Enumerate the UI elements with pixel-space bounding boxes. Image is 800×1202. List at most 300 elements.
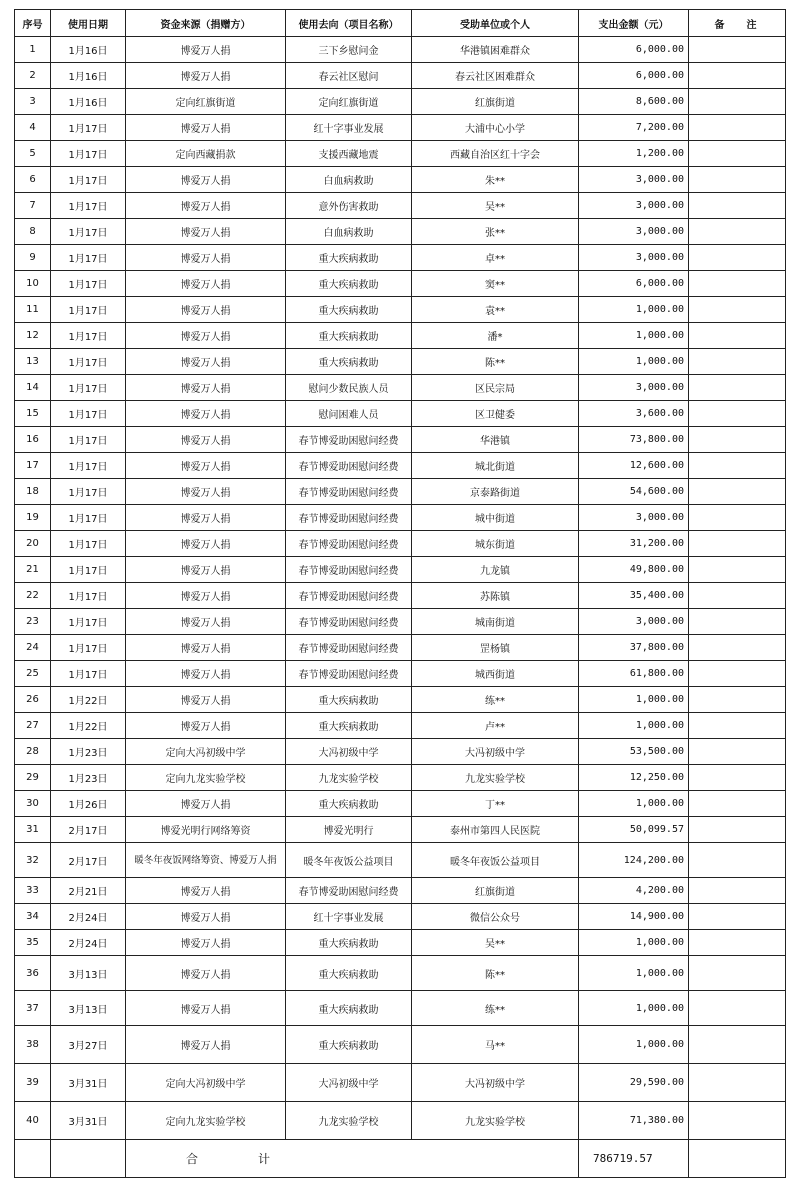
table-row	[15, 1064, 786, 1102]
cell-source: 博爱万人捐	[126, 956, 286, 991]
cell-seq: 4	[15, 115, 51, 141]
cell-amount: 61,800.00	[579, 661, 689, 687]
cell-recipient: 陈**	[412, 349, 579, 375]
cell-source: 博爱万人捐	[126, 878, 286, 904]
table-row	[15, 904, 786, 930]
cell-date: 1月17日	[51, 427, 126, 453]
cell-seq: 24	[15, 635, 51, 661]
cell-purpose: 大冯初级中学	[286, 1064, 412, 1102]
cell-recipient: 城中街道	[412, 505, 579, 531]
cell-source: 博爱万人捐	[126, 271, 286, 297]
cell-recipient: 吴**	[412, 193, 579, 219]
cell-seq: 31	[15, 817, 51, 843]
cell-purpose: 春节博爱助困慰问经费	[286, 479, 412, 505]
cell-seq: 8	[15, 219, 51, 245]
cell-source: 博爱万人捐	[126, 453, 286, 479]
cell-recipient: 微信公众号	[412, 904, 579, 930]
cell-recipient: 朱**	[412, 167, 579, 193]
cell-remark	[689, 115, 786, 141]
cell-seq: 22	[15, 583, 51, 609]
cell-source: 博爱万人捐	[126, 63, 286, 89]
cell-source: 定向九龙实验学校	[126, 1102, 286, 1140]
cell-purpose: 春节博爱助困慰问经费	[286, 609, 412, 635]
cell-seq: 28	[15, 739, 51, 765]
cell-amount: 3,000.00	[579, 193, 689, 219]
cell-source: 定向大冯初级中学	[126, 739, 286, 765]
cell-seq: 11	[15, 297, 51, 323]
cell-purpose: 红十字事业发展	[286, 115, 412, 141]
table-row	[15, 557, 786, 583]
cell-recipient: 袁**	[412, 297, 579, 323]
cell-amount: 6,000.00	[579, 63, 689, 89]
cell-purpose: 红十字事业发展	[286, 904, 412, 930]
cell-recipient: 春云社区困难群众	[412, 63, 579, 89]
table-row	[15, 1102, 786, 1140]
cell-recipient: 潘*	[412, 323, 579, 349]
cell-date: 1月17日	[51, 245, 126, 271]
header-remark: 备注	[689, 10, 786, 37]
table-row	[15, 349, 786, 375]
cell-date: 1月17日	[51, 505, 126, 531]
cell-recipient: 城南街道	[412, 609, 579, 635]
cell-seq: 40	[15, 1102, 51, 1140]
cell-source: 定向红旗街道	[126, 89, 286, 115]
table-row	[15, 1026, 786, 1064]
cell-recipient: 泰州市第四人民医院	[412, 817, 579, 843]
table-row	[15, 843, 786, 878]
table-row	[15, 271, 786, 297]
cell-date: 2月17日	[51, 843, 126, 878]
table-row	[15, 531, 786, 557]
cell-date: 3月31日	[51, 1064, 126, 1102]
cell-amount: 37,800.00	[579, 635, 689, 661]
table-row	[15, 141, 786, 167]
cell-amount: 1,000.00	[579, 687, 689, 713]
cell-purpose: 重大疾病救助	[286, 1026, 412, 1064]
cell-recipient: 练**	[412, 991, 579, 1026]
header-source: 资金来源（捐赠方）	[126, 10, 286, 37]
cell-seq: 13	[15, 349, 51, 375]
cell-seq: 37	[15, 991, 51, 1026]
table-row	[15, 453, 786, 479]
cell-remark	[689, 904, 786, 930]
cell-purpose: 重大疾病救助	[286, 956, 412, 991]
cell-source: 博爱万人捐	[126, 37, 286, 63]
cell-seq: 38	[15, 1026, 51, 1064]
table-row	[15, 991, 786, 1026]
cell-purpose: 春节博爱助困慰问经费	[286, 505, 412, 531]
cell-source: 博爱万人捐	[126, 930, 286, 956]
cell-date: 1月17日	[51, 479, 126, 505]
cell-remark	[689, 878, 786, 904]
header-row	[15, 10, 786, 37]
cell-remark	[689, 349, 786, 375]
cell-date: 3月31日	[51, 1102, 126, 1140]
cell-source: 暖冬年夜饭网络筹资、博爱万人捐	[126, 843, 286, 878]
cell-date: 1月17日	[51, 401, 126, 427]
table-row	[15, 817, 786, 843]
total-amount: 786719.57	[579, 1140, 689, 1178]
cell-amount: 53,500.00	[579, 739, 689, 765]
header-date: 使用日期	[51, 10, 126, 37]
table-row	[15, 739, 786, 765]
table-row	[15, 63, 786, 89]
cell-date: 1月17日	[51, 661, 126, 687]
cell-recipient: 区民宗局	[412, 375, 579, 401]
cell-amount: 3,000.00	[579, 375, 689, 401]
cell-date: 1月17日	[51, 167, 126, 193]
cell-source: 定向九龙实验学校	[126, 765, 286, 791]
cell-remark	[689, 89, 786, 115]
cell-purpose: 九龙实验学校	[286, 1102, 412, 1140]
cell-amount: 1,000.00	[579, 323, 689, 349]
cell-source: 博爱万人捐	[126, 713, 286, 739]
table-row	[15, 791, 786, 817]
cell-date: 1月17日	[51, 635, 126, 661]
cell-recipient: 马**	[412, 1026, 579, 1064]
cell-recipient: 卢**	[412, 713, 579, 739]
cell-date: 1月17日	[51, 453, 126, 479]
table-row	[15, 479, 786, 505]
cell-purpose: 重大疾病救助	[286, 930, 412, 956]
table-row	[15, 323, 786, 349]
cell-amount: 3,000.00	[579, 167, 689, 193]
cell-recipient: 窦**	[412, 271, 579, 297]
table-row	[15, 956, 786, 991]
total-label: 合计	[126, 1140, 579, 1178]
cell-purpose: 春节博爱助困慰问经费	[286, 557, 412, 583]
cell-date: 1月17日	[51, 323, 126, 349]
cell-amount: 3,000.00	[579, 219, 689, 245]
cell-purpose: 博爱光明行	[286, 817, 412, 843]
cell-recipient: 城西街道	[412, 661, 579, 687]
cell-seq: 21	[15, 557, 51, 583]
cell-remark	[689, 505, 786, 531]
cell-date: 1月17日	[51, 297, 126, 323]
cell-seq: 32	[15, 843, 51, 878]
cell-amount: 4,200.00	[579, 878, 689, 904]
cell-date: 1月17日	[51, 193, 126, 219]
table-row	[15, 635, 786, 661]
cell-seq: 25	[15, 661, 51, 687]
cell-source: 博爱万人捐	[126, 661, 286, 687]
cell-seq: 9	[15, 245, 51, 271]
cell-remark	[689, 930, 786, 956]
cell-remark	[689, 687, 786, 713]
cell-date: 1月17日	[51, 609, 126, 635]
cell-purpose: 春节博爱助困慰问经费	[286, 583, 412, 609]
cell-remark	[689, 167, 786, 193]
cell-amount: 50,099.57	[579, 817, 689, 843]
cell-recipient: 华港镇困难群众	[412, 37, 579, 63]
cell-source: 博爱万人捐	[126, 531, 286, 557]
cell-remark	[689, 141, 786, 167]
cell-remark	[689, 583, 786, 609]
header-amount: 支出金额（元）	[579, 10, 689, 37]
cell-date: 1月22日	[51, 687, 126, 713]
cell-purpose: 重大疾病救助	[286, 349, 412, 375]
cell-recipient: 西藏自治区红十字会	[412, 141, 579, 167]
cell-purpose: 大冯初级中学	[286, 739, 412, 765]
cell-seq: 26	[15, 687, 51, 713]
cell-recipient: 华港镇	[412, 427, 579, 453]
cell-purpose: 重大疾病救助	[286, 271, 412, 297]
total-row	[15, 1140, 786, 1178]
cell-remark	[689, 453, 786, 479]
cell-amount: 1,000.00	[579, 297, 689, 323]
cell-source: 定向西藏捐款	[126, 141, 286, 167]
cell-amount: 29,590.00	[579, 1064, 689, 1102]
cell-seq: 7	[15, 193, 51, 219]
cell-amount: 73,800.00	[579, 427, 689, 453]
cell-amount: 12,250.00	[579, 765, 689, 791]
cell-seq: 19	[15, 505, 51, 531]
cell-remark	[689, 37, 786, 63]
cell-amount: 14,900.00	[579, 904, 689, 930]
cell-date: 2月21日	[51, 878, 126, 904]
cell-remark	[689, 323, 786, 349]
cell-date: 1月23日	[51, 739, 126, 765]
cell-date: 1月17日	[51, 219, 126, 245]
cell-source: 博爱万人捐	[126, 479, 286, 505]
cell-purpose: 白血病救助	[286, 167, 412, 193]
cell-remark	[689, 557, 786, 583]
total-blank-cell	[15, 1140, 51, 1178]
cell-source: 博爱万人捐	[126, 583, 286, 609]
cell-recipient: 大冯初级中学	[412, 1064, 579, 1102]
total-remark-cell	[689, 1140, 786, 1178]
cell-date: 3月27日	[51, 1026, 126, 1064]
cell-source: 博爱万人捐	[126, 193, 286, 219]
cell-date: 1月17日	[51, 557, 126, 583]
cell-purpose: 重大疾病救助	[286, 687, 412, 713]
total-blank-cell	[51, 1140, 126, 1178]
cell-amount: 7,200.00	[579, 115, 689, 141]
cell-source: 博爱万人捐	[126, 349, 286, 375]
cell-remark	[689, 791, 786, 817]
cell-seq: 14	[15, 375, 51, 401]
cell-remark	[689, 219, 786, 245]
header-seq: 序号	[15, 10, 51, 37]
cell-source: 博爱万人捐	[126, 167, 286, 193]
cell-date: 1月23日	[51, 765, 126, 791]
cell-source: 博爱万人捐	[126, 323, 286, 349]
cell-date: 1月16日	[51, 37, 126, 63]
cell-recipient: 大冯初级中学	[412, 739, 579, 765]
cell-amount: 1,000.00	[579, 991, 689, 1026]
cell-remark	[689, 609, 786, 635]
cell-seq: 5	[15, 141, 51, 167]
cell-amount: 31,200.00	[579, 531, 689, 557]
table-row	[15, 661, 786, 687]
cell-recipient: 卓**	[412, 245, 579, 271]
cell-purpose: 春节博爱助困慰问经费	[286, 427, 412, 453]
cell-purpose: 意外伤害救助	[286, 193, 412, 219]
cell-recipient: 京泰路街道	[412, 479, 579, 505]
cell-recipient: 苏陈镇	[412, 583, 579, 609]
cell-seq: 23	[15, 609, 51, 635]
expenditure-sheet	[14, 9, 786, 1178]
cell-amount: 1,000.00	[579, 956, 689, 991]
table-row	[15, 167, 786, 193]
cell-seq: 34	[15, 904, 51, 930]
table-row	[15, 193, 786, 219]
cell-amount: 1,000.00	[579, 713, 689, 739]
cell-recipient: 丁**	[412, 791, 579, 817]
cell-amount: 1,000.00	[579, 791, 689, 817]
table-row	[15, 878, 786, 904]
cell-source: 博爱万人捐	[126, 505, 286, 531]
cell-source: 博爱万人捐	[126, 375, 286, 401]
cell-remark	[689, 401, 786, 427]
cell-remark	[689, 271, 786, 297]
cell-remark	[689, 245, 786, 271]
cell-seq: 1	[15, 37, 51, 63]
cell-source: 博爱万人捐	[126, 991, 286, 1026]
cell-recipient: 大浦中心小学	[412, 115, 579, 141]
cell-date: 1月26日	[51, 791, 126, 817]
cell-date: 1月17日	[51, 271, 126, 297]
cell-source: 博爱万人捐	[126, 245, 286, 271]
cell-seq: 12	[15, 323, 51, 349]
cell-remark	[689, 427, 786, 453]
cell-recipient: 红旗街道	[412, 89, 579, 115]
cell-recipient: 红旗街道	[412, 878, 579, 904]
cell-remark	[689, 1102, 786, 1140]
cell-amount: 71,380.00	[579, 1102, 689, 1140]
cell-seq: 16	[15, 427, 51, 453]
cell-remark	[689, 843, 786, 878]
cell-recipient: 吴**	[412, 930, 579, 956]
cell-date: 1月16日	[51, 63, 126, 89]
cell-seq: 18	[15, 479, 51, 505]
cell-source: 博爱万人捐	[126, 427, 286, 453]
cell-purpose: 春节博爱助困慰问经费	[286, 878, 412, 904]
cell-purpose: 慰问困难人员	[286, 401, 412, 427]
cell-purpose: 春节博爱助困慰问经费	[286, 453, 412, 479]
cell-source: 博爱万人捐	[126, 1026, 286, 1064]
cell-seq: 15	[15, 401, 51, 427]
cell-source: 博爱万人捐	[126, 219, 286, 245]
cell-remark	[689, 479, 786, 505]
cell-source: 博爱万人捐	[126, 297, 286, 323]
header-purpose: 使用去向（项目名称）	[286, 10, 412, 37]
cell-date: 1月17日	[51, 141, 126, 167]
cell-remark	[689, 956, 786, 991]
cell-purpose: 定向红旗街道	[286, 89, 412, 115]
cell-seq: 17	[15, 453, 51, 479]
cell-purpose: 重大疾病救助	[286, 713, 412, 739]
cell-remark	[689, 817, 786, 843]
cell-remark	[689, 1064, 786, 1102]
table-row	[15, 219, 786, 245]
cell-date: 1月17日	[51, 375, 126, 401]
cell-remark	[689, 531, 786, 557]
cell-recipient: 九龙镇	[412, 557, 579, 583]
cell-recipient: 区卫健委	[412, 401, 579, 427]
cell-remark	[689, 765, 786, 791]
cell-amount: 8,600.00	[579, 89, 689, 115]
cell-amount: 1,200.00	[579, 141, 689, 167]
table-body	[15, 37, 786, 1140]
cell-recipient: 城北街道	[412, 453, 579, 479]
cell-purpose: 春云社区慰问	[286, 63, 412, 89]
cell-purpose: 重大疾病救助	[286, 791, 412, 817]
cell-remark	[689, 1026, 786, 1064]
header-recipient: 受助单位或个人	[412, 10, 579, 37]
cell-seq: 30	[15, 791, 51, 817]
cell-seq: 39	[15, 1064, 51, 1102]
cell-purpose: 重大疾病救助	[286, 991, 412, 1026]
cell-amount: 3,000.00	[579, 609, 689, 635]
cell-amount: 3,600.00	[579, 401, 689, 427]
cell-remark	[689, 635, 786, 661]
cell-amount: 54,600.00	[579, 479, 689, 505]
cell-amount: 1,000.00	[579, 349, 689, 375]
cell-date: 2月17日	[51, 817, 126, 843]
table-row	[15, 375, 786, 401]
expenditure-table	[14, 9, 786, 1178]
cell-source: 博爱万人捐	[126, 557, 286, 583]
cell-remark	[689, 375, 786, 401]
cell-purpose: 支援西藏地震	[286, 141, 412, 167]
cell-remark	[689, 991, 786, 1026]
cell-seq: 20	[15, 531, 51, 557]
cell-seq: 36	[15, 956, 51, 991]
cell-purpose: 三下乡慰问金	[286, 37, 412, 63]
cell-purpose: 春节博爱助困慰问经费	[286, 635, 412, 661]
cell-source: 博爱万人捐	[126, 401, 286, 427]
cell-seq: 35	[15, 930, 51, 956]
cell-date: 1月17日	[51, 583, 126, 609]
table-row	[15, 687, 786, 713]
cell-remark	[689, 297, 786, 323]
table-row	[15, 89, 786, 115]
table-row	[15, 609, 786, 635]
cell-source: 博爱万人捐	[126, 904, 286, 930]
cell-date: 1月22日	[51, 713, 126, 739]
cell-purpose: 重大疾病救助	[286, 245, 412, 271]
cell-recipient: 张**	[412, 219, 579, 245]
cell-purpose: 春节博爱助困慰问经费	[286, 531, 412, 557]
cell-source: 博爱万人捐	[126, 791, 286, 817]
cell-amount: 1,000.00	[579, 1026, 689, 1064]
cell-seq: 3	[15, 89, 51, 115]
cell-amount: 6,000.00	[579, 271, 689, 297]
table-row	[15, 115, 786, 141]
cell-date: 2月24日	[51, 904, 126, 930]
cell-source: 博爱光明行网络筹资	[126, 817, 286, 843]
cell-amount: 124,200.00	[579, 843, 689, 878]
cell-seq: 2	[15, 63, 51, 89]
cell-date: 2月24日	[51, 930, 126, 956]
cell-amount: 3,000.00	[579, 245, 689, 271]
table-row	[15, 930, 786, 956]
cell-amount: 1,000.00	[579, 930, 689, 956]
cell-recipient: 练**	[412, 687, 579, 713]
cell-source: 博爱万人捐	[126, 609, 286, 635]
cell-date: 3月13日	[51, 991, 126, 1026]
cell-remark	[689, 661, 786, 687]
cell-recipient: 九龙实验学校	[412, 1102, 579, 1140]
cell-purpose: 春节博爱助困慰问经费	[286, 661, 412, 687]
cell-source: 定向大冯初级中学	[126, 1064, 286, 1102]
cell-amount: 3,000.00	[579, 505, 689, 531]
cell-purpose: 暖冬年夜饭公益项目	[286, 843, 412, 878]
cell-amount: 49,800.00	[579, 557, 689, 583]
cell-recipient: 陈**	[412, 956, 579, 991]
cell-purpose: 白血病救助	[286, 219, 412, 245]
